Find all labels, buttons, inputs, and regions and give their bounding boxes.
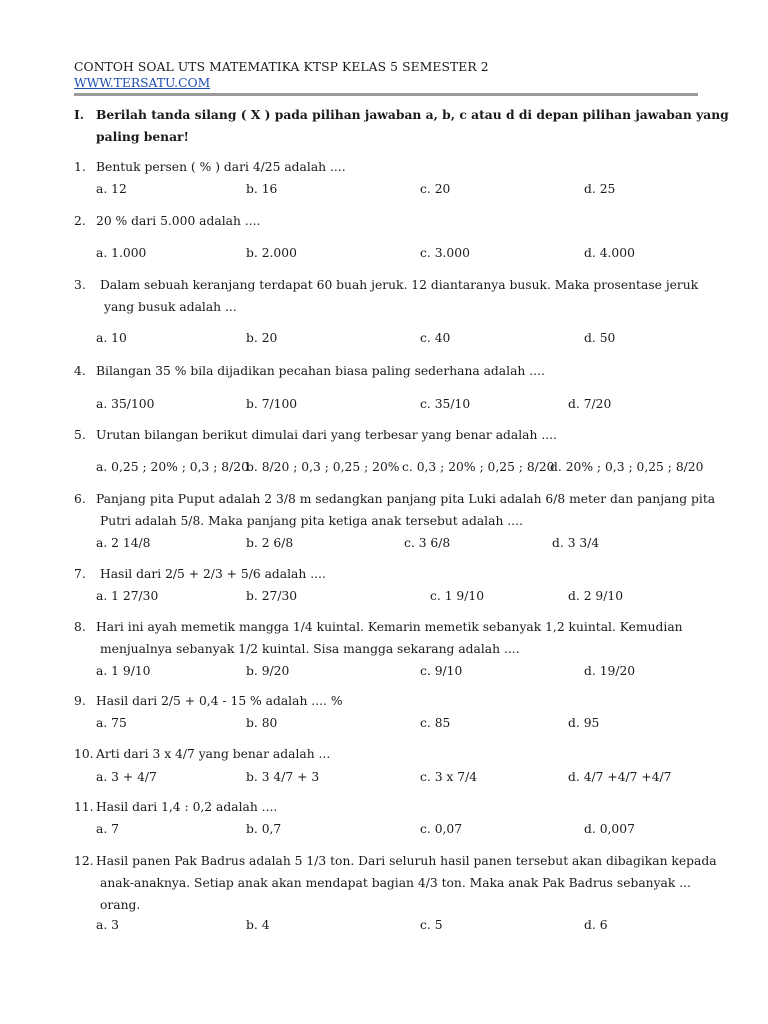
instruction-line: Berilah tanda silang ( X ) pada pilihan jawaban a, b, c atau d di depan pilihan jawaban yang [96, 107, 729, 122]
answer-option-c[interactable]: c. 3 x 7/4 [420, 770, 478, 784]
question-text: yang busuk adalah ... [104, 300, 237, 314]
question-text: 20 % dari 5.000 adalah .... [96, 214, 261, 228]
answer-option-d[interactable]: d. 20% ; 0,3 ; 0,25 ; 8/20 [550, 460, 704, 474]
answer-option-a[interactable]: a. 3 [96, 918, 119, 932]
question-number: 5. [74, 428, 86, 442]
answer-option-d[interactable]: d. 2 9/10 [568, 589, 624, 603]
question-number: 9. [74, 694, 86, 708]
answer-option-b[interactable]: b. 0,7 [246, 822, 282, 836]
answer-option-b[interactable]: b. 7/100 [246, 397, 298, 411]
question-number: 1. [74, 160, 86, 174]
answer-option-d[interactable]: d. 7/20 [568, 397, 612, 411]
question-number: 10. [74, 747, 94, 761]
question-text: Hasil dari 2/5 + 2/3 + 5/6 adalah .... [100, 567, 326, 581]
question-text: Hasil panen Pak Badrus adalah 5 1/3 ton. Dari seluruh hasil panen tersebut akan dibagikan kepada [96, 854, 717, 868]
answer-option-c[interactable]: c. 20 [420, 182, 451, 196]
question-number: 4. [74, 364, 86, 378]
answer-option-c[interactable]: c. 1 9/10 [430, 589, 485, 603]
answer-option-a[interactable]: a. 1 27/30 [96, 589, 159, 603]
answer-option-c[interactable]: c. 5 [420, 918, 443, 932]
answer-option-d[interactable]: d. 4/7 +4/7 +4/7 [568, 770, 672, 784]
answer-option-d[interactable]: d. 6 [584, 918, 608, 932]
answer-option-c[interactable]: c. 3 6/8 [404, 536, 451, 550]
document-header [74, 59, 698, 96]
answer-option-b[interactable]: b. 4 [246, 918, 270, 932]
question-text: Arti dari 3 x 4/7 yang benar adalah ... [96, 747, 331, 761]
question-text: Bentuk persen ( % ) dari 4/25 adalah .... [96, 160, 346, 174]
question-number: 6. [74, 492, 86, 506]
question-text: Dalam sebuah keranjang terdapat 60 buah jeruk. 12 diantaranya busuk. Maka prosentase jeruk [100, 278, 699, 292]
question-number: 12. [74, 854, 94, 868]
answer-option-b[interactable]: b. 2 6/8 [246, 536, 294, 550]
document-title: CONTOH SOAL UTS MATEMATIKA KTSP KELAS 5 SEMESTER 2 [74, 60, 489, 74]
section-number: I. [74, 107, 85, 122]
question-text: Hari ini ayah memetik mangga 1/4 kuintal. Kemarin memetik sebanyak 1,2 kuintal. Kemudian [96, 620, 683, 634]
instruction-line: paling benar! [96, 129, 189, 144]
answer-option-c[interactable]: c. 0,3 ; 20% ; 0,25 ; 8/20 [402, 460, 555, 474]
answer-option-c[interactable]: c. 9/10 [420, 664, 463, 678]
answer-option-a[interactable]: a. 0,25 ; 20% ; 0,3 ; 8/20 [96, 460, 249, 474]
answer-option-a[interactable]: a. 1.000 [96, 246, 147, 260]
answer-option-b[interactable]: b. 80 [246, 716, 278, 730]
answer-option-a[interactable]: a. 35/100 [96, 397, 155, 411]
answer-option-a[interactable]: a. 7 [96, 822, 119, 836]
answer-option-a[interactable]: a. 2 14/8 [96, 536, 151, 550]
answer-option-a[interactable]: a. 1 9/10 [96, 664, 151, 678]
answer-option-c[interactable]: c. 35/10 [420, 397, 471, 411]
answer-option-a[interactable]: a. 75 [96, 716, 127, 730]
answer-option-a[interactable]: a. 12 [96, 182, 127, 196]
answer-option-c[interactable]: c. 0,07 [420, 822, 463, 836]
answer-option-b[interactable]: b. 16 [246, 182, 278, 196]
answer-option-c[interactable]: c. 3.000 [420, 246, 470, 260]
question-text: Panjang pita Puput adalah 2 3/8 m sedangkan panjang pita Luki adalah 6/8 meter dan panjang pita [96, 492, 716, 506]
answer-option-b[interactable]: b. 20 [246, 331, 278, 345]
answer-option-d[interactable]: d. 50 [584, 331, 616, 345]
answer-option-d[interactable]: d. 4.000 [584, 246, 635, 260]
question-text: Urutan bilangan berikut dimulai dari yang terbesar yang benar adalah .... [96, 428, 557, 442]
question-text: anak-anaknya. Setiap anak akan mendapat bagian 4/3 ton. Maka anak Pak Badrus sebanyak ... [100, 876, 691, 890]
question-number: 8. [74, 620, 86, 634]
question-text: menjualnya sebanyak 1/2 kuintal. Sisa mangga sekarang adalah .... [100, 642, 520, 656]
question-text: Hasil dari 2/5 + 0,4 - 15 % adalah .... % [96, 694, 343, 708]
question-number: 2. [74, 214, 86, 228]
question-number: 11. [74, 800, 94, 814]
website-link[interactable]: WWW.TERSATU.COM [74, 76, 211, 90]
answer-option-b[interactable]: b. 3 4/7 + 3 [246, 770, 320, 784]
answer-option-c[interactable]: c. 85 [420, 716, 451, 730]
question-number: 3. [74, 278, 86, 292]
question-text: orang. [100, 898, 141, 912]
answer-option-d[interactable]: d. 0,007 [584, 822, 635, 836]
answer-option-b[interactable]: b. 8/20 ; 0,3 ; 0,25 ; 20% [246, 460, 400, 474]
answer-option-d[interactable]: d. 3 3/4 [552, 536, 600, 550]
question-text: Hasil dari 1,4 : 0,2 adalah .... [96, 800, 278, 814]
answer-option-c[interactable]: c. 40 [420, 331, 451, 345]
question-text: Putri adalah 5/8. Maka panjang pita ketiga anak tersebut adalah .... [100, 514, 523, 528]
answer-option-d[interactable]: d. 25 [584, 182, 616, 196]
answer-option-b[interactable]: b. 27/30 [246, 589, 298, 603]
question-number: 7. [74, 567, 86, 581]
answer-option-b[interactable]: b. 2.000 [246, 246, 297, 260]
header-divider [74, 93, 698, 96]
question-text: Bilangan 35 % bila dijadikan pecahan biasa paling sederhana adalah .... [96, 364, 545, 378]
answer-option-a[interactable]: a. 3 + 4/7 [96, 770, 157, 784]
answer-option-a[interactable]: a. 10 [96, 331, 127, 345]
answer-option-b[interactable]: b. 9/20 [246, 664, 290, 678]
answer-option-d[interactable]: d. 95 [568, 716, 600, 730]
answer-option-d[interactable]: d. 19/20 [584, 664, 636, 678]
